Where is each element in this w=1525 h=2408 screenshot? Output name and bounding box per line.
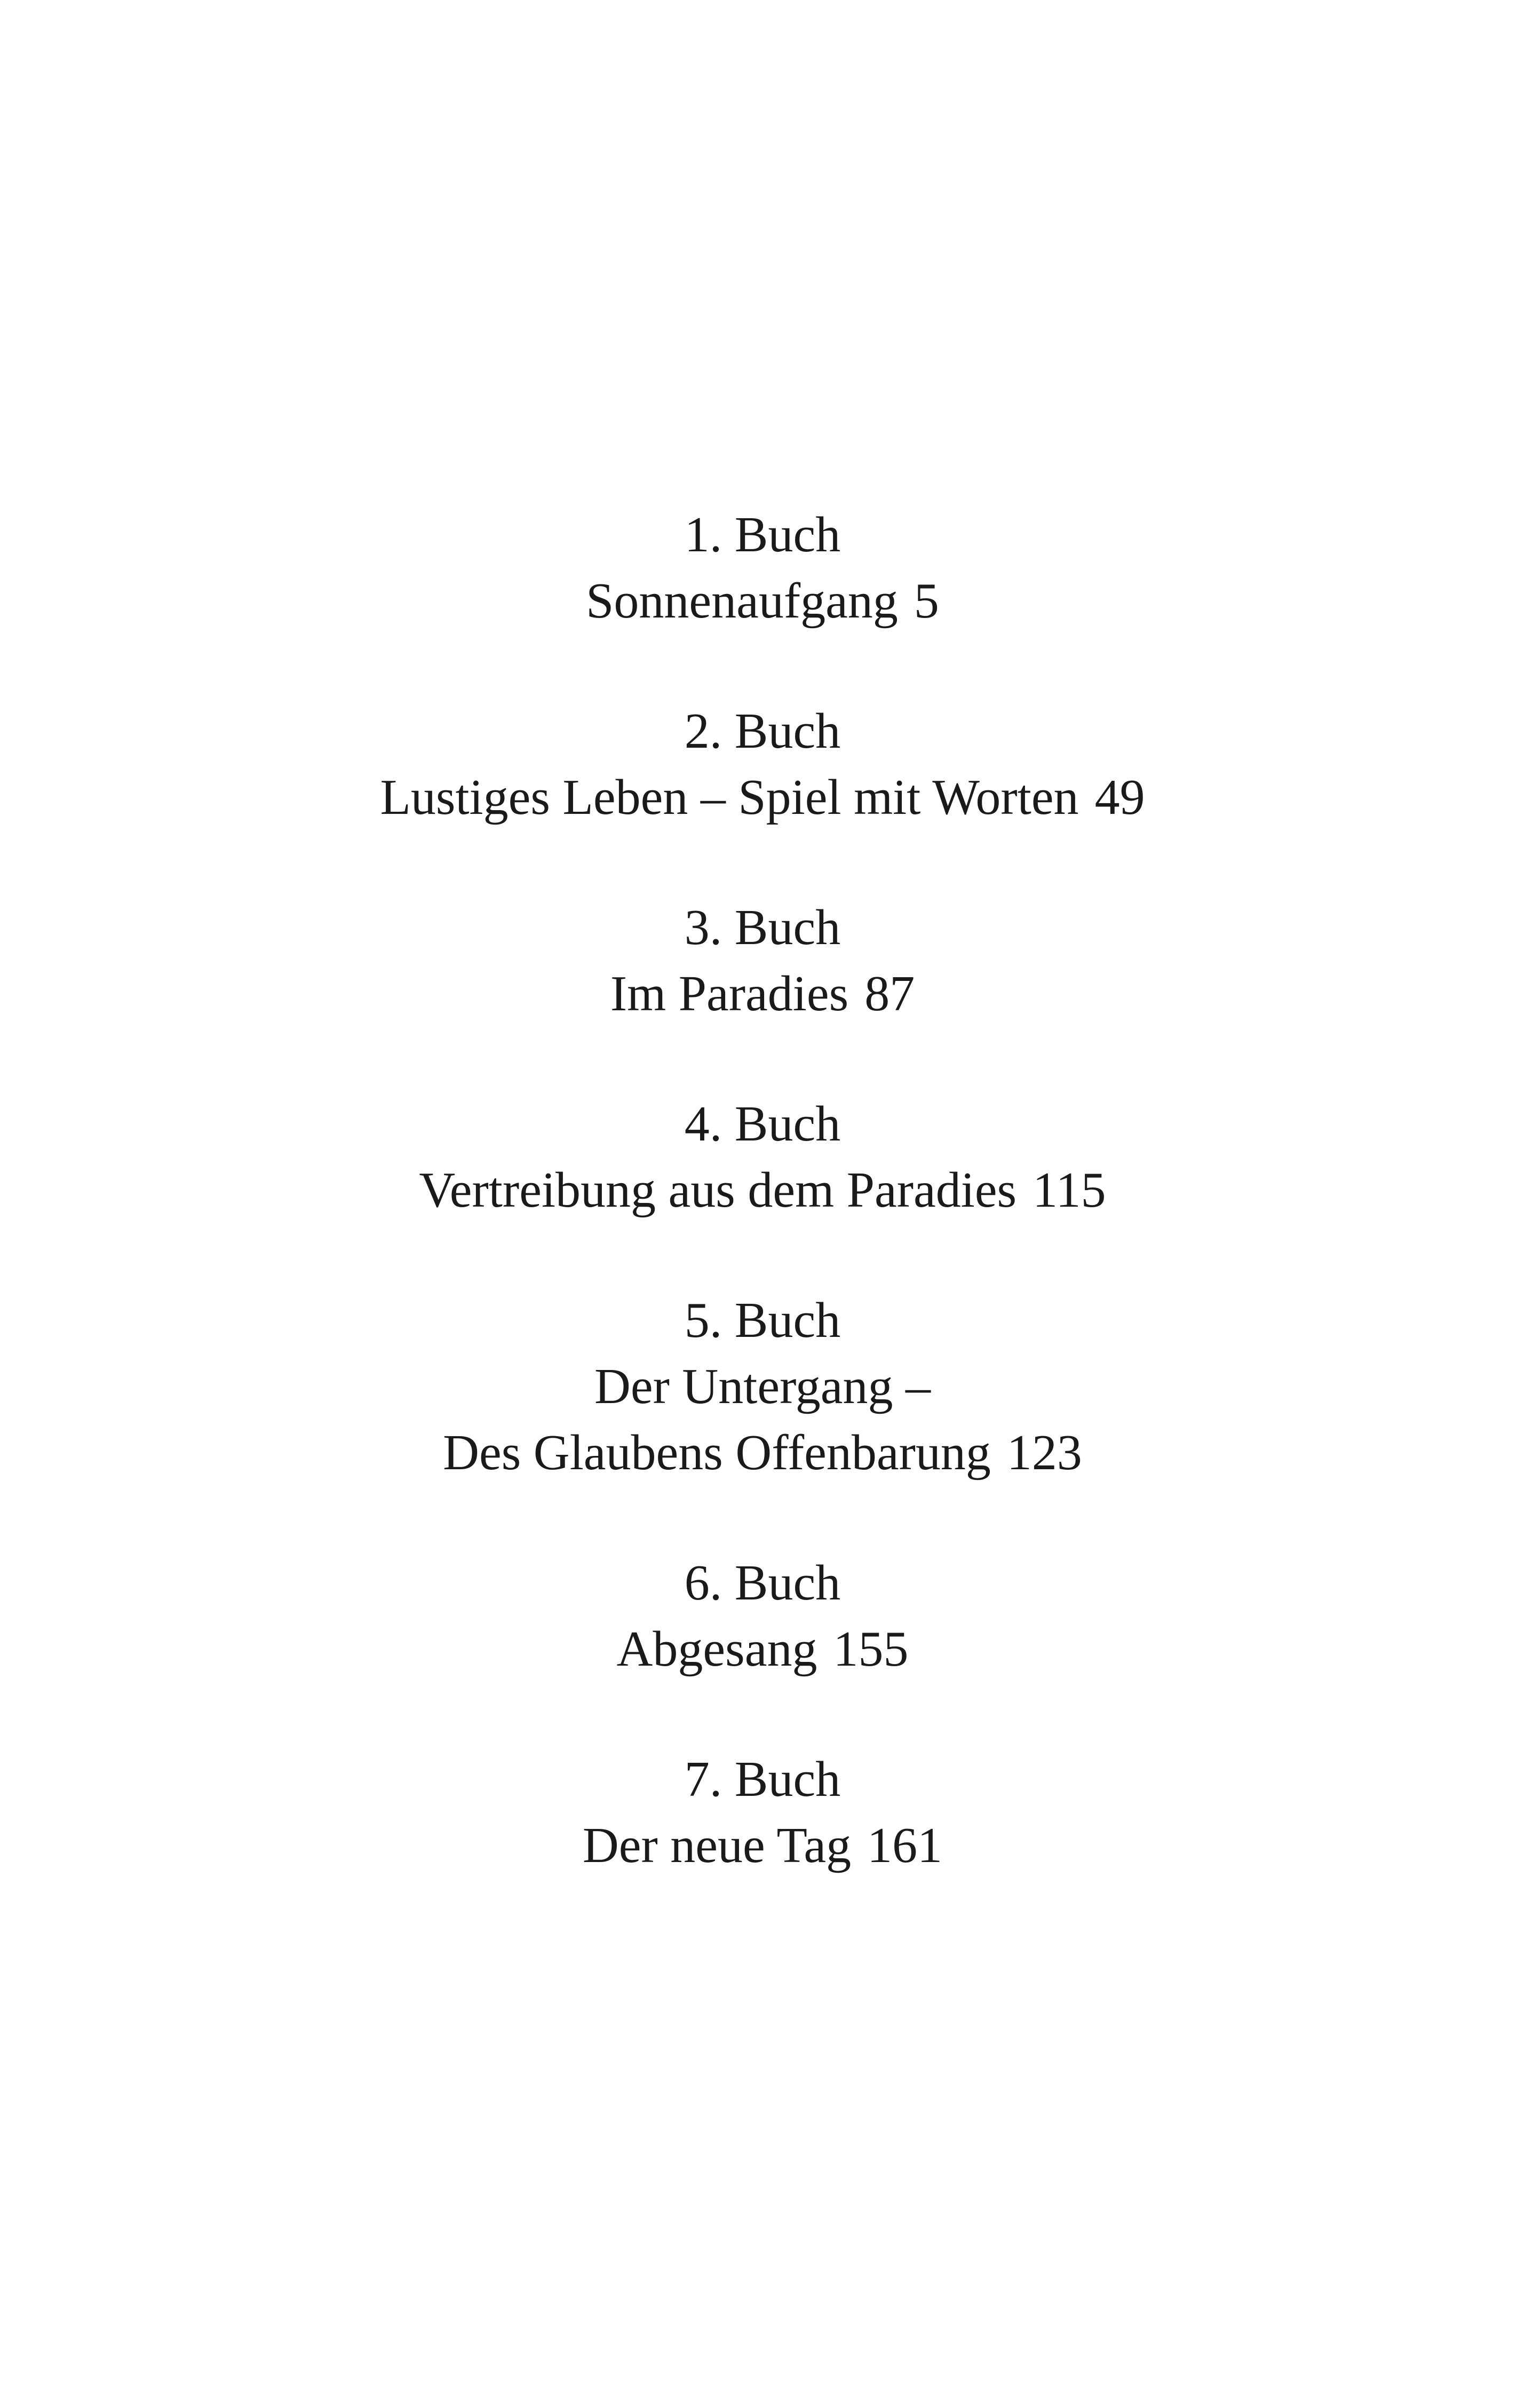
page-number: 123 [1006,1425,1082,1480]
book-title-text: Des Glaubens Offenbarung [443,1425,991,1480]
book-title-line: Der Untergang – [594,1359,931,1414]
book-title-text: Lustiges Leben – Spiel mit Worten [380,770,1079,825]
toc-entry-book-2 [0,698,1525,830]
page-number: 161 [867,1818,943,1873]
toc-entry-book-6 [0,1550,1525,1682]
book-title-text: Im Paradies [610,966,849,1021]
book-number: 5. Buch [684,1293,841,1348]
book-title [0,1353,1525,1486]
toc-entry-book-3 [0,894,1525,1027]
book-title-text: Abgesang [616,1621,817,1677]
book-number: 4. Buch [684,1096,841,1152]
page-number: 49 [1094,770,1145,825]
book-title-text: Sonnenaufgang [586,573,898,629]
book-title-line [0,1616,1525,1682]
book-title-line [0,961,1525,1027]
book-title [0,1812,1525,1879]
page-number: 155 [833,1621,909,1677]
book-title [0,764,1525,830]
toc-entry-book-5 [0,1287,1525,1486]
book-title-text: Vertreibung aus dem Paradies [419,1162,1017,1218]
book-title [0,1157,1525,1223]
book-number: 7. Buch [684,1752,841,1807]
book-title [0,568,1525,634]
book-number: 2. Buch [684,703,841,759]
book-number: 3. Buch [684,900,841,955]
table-of-contents [0,502,1525,1943]
book-title [0,961,1525,1027]
book-title-line [0,1157,1525,1223]
page-number: 87 [864,966,915,1021]
book-title-line [0,1420,1525,1486]
book-title-line [0,764,1525,830]
book-number: 6. Buch [684,1555,841,1611]
book-title-line [0,1812,1525,1879]
book-title-line [0,568,1525,634]
toc-entry-book-1 [0,502,1525,634]
page-number: 115 [1032,1162,1106,1218]
book-title-text: Der neue Tag [582,1818,852,1873]
book-number: 1. Buch [684,507,841,563]
page-number: 5 [914,573,939,629]
toc-entry-book-7 [0,1746,1525,1879]
book-title [0,1616,1525,1682]
toc-entry-book-4 [0,1091,1525,1223]
